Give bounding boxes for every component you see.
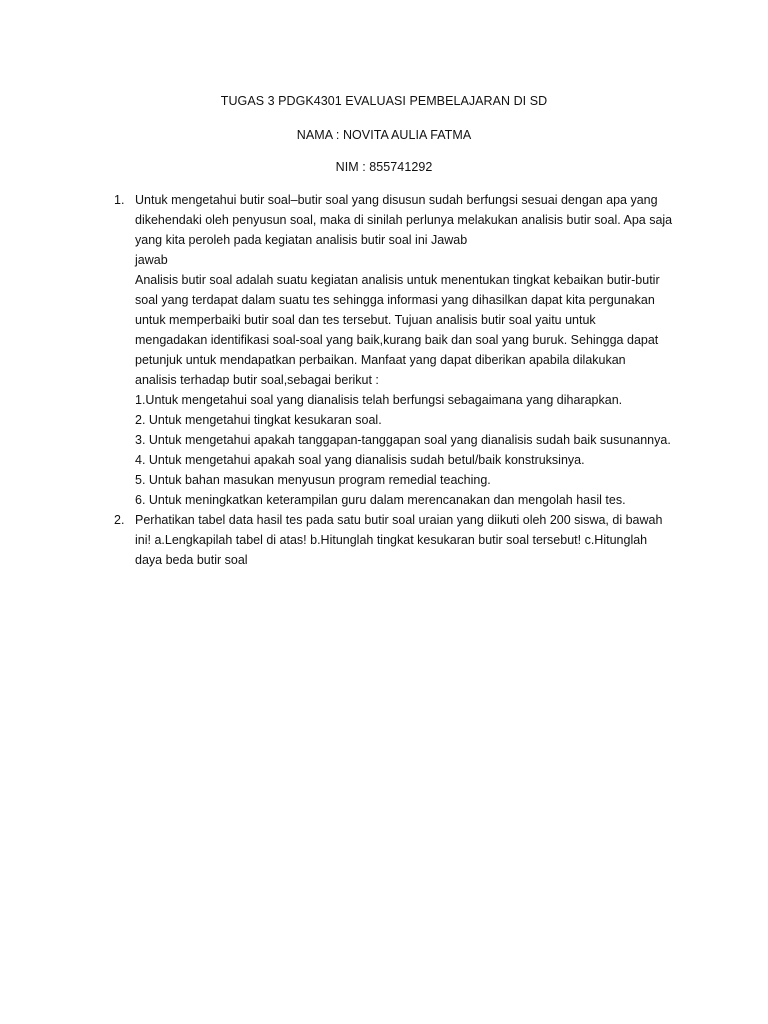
question-1-text [135,190,675,510]
text-line: daya beda butir soal [135,553,248,567]
document-title: TUGAS 3 PDGK4301 EVALUASI PEMBELAJARAN DI SD [220,94,548,108]
student-nim: NIM : 855741292 [335,160,433,174]
text-line: ini! a.Lengkapilah tabel di atas! b.Hitunglah tingkat kesukaran butir soal tersebut! c.Hitunglah [135,533,648,547]
benefit-item: 3. Untuk mengetahui apakah tanggapan-tanggapan soal yang dianalisis sudah baik susunannya. [135,433,671,447]
benefit-item: 4. Untuk mengetahui apakah soal yang dianalisis sudah betul/baik konstruksinya. [135,453,585,467]
text-line: untuk memperbaiki butir soal dan tes tersebut. Tujuan analisis butir soal yaitu untuk [135,313,596,327]
question-number: 2. [114,513,125,527]
text-line: Analisis butir soal adalah suatu kegiatan analisis untuk menentukan tingkat kebaikan butir-butir [135,273,660,287]
text-line: yang kita peroleh pada kegiatan analisis butir soal ini Jawab [135,233,468,247]
benefit-item: 1.Untuk mengetahui soal yang dianalisis telah berfungsi sebagaimana yang diharapkan. [135,393,623,407]
question-2-text [135,510,675,570]
benefit-item: 6. Untuk meningkatkan keterampilan guru dalam merencanakan dan mengolah hasil tes. [135,493,626,507]
text-line: analisis terhadap butir soal,sebagai berikut : [135,373,379,387]
text-line: Untuk mengetahui butir soal–butir soal yang disusun sudah berfungsi sesuai dengan apa yang [135,193,658,207]
text-line: mengadakan identifikasi soal-soal yang baik,kurang baik dan soal yang buruk. Sehingga dapat [135,333,659,347]
benefit-item: 5. Untuk bahan masukan menyusun program remedial teaching. [135,473,491,487]
text-line: Perhatikan tabel data hasil tes pada satu butir soal uraian yang diikuti oleh 200 siswa, di bawah [135,513,663,527]
student-name: NAMA : NOVITA AULIA FATMA [296,128,472,142]
text-line: dikehendaki oleh penyusun soal, maka di sinilah perlunya melakukan analisis butir soal. Apa saja [135,213,673,227]
benefit-item: 2. Untuk mengetahui tingkat kesukaran soal. [135,413,382,427]
text-line: soal yang terdapat dalam suatu tes sehingga informasi yang dihasilkan dapat kita pergunakan [135,293,655,307]
question-number: 1. [114,193,125,207]
text-line: jawab [135,253,168,267]
text-line: petunjuk untuk mendapatkan perbaikan. Manfaat yang dapat diberikan apabila dilakukan [135,353,626,367]
